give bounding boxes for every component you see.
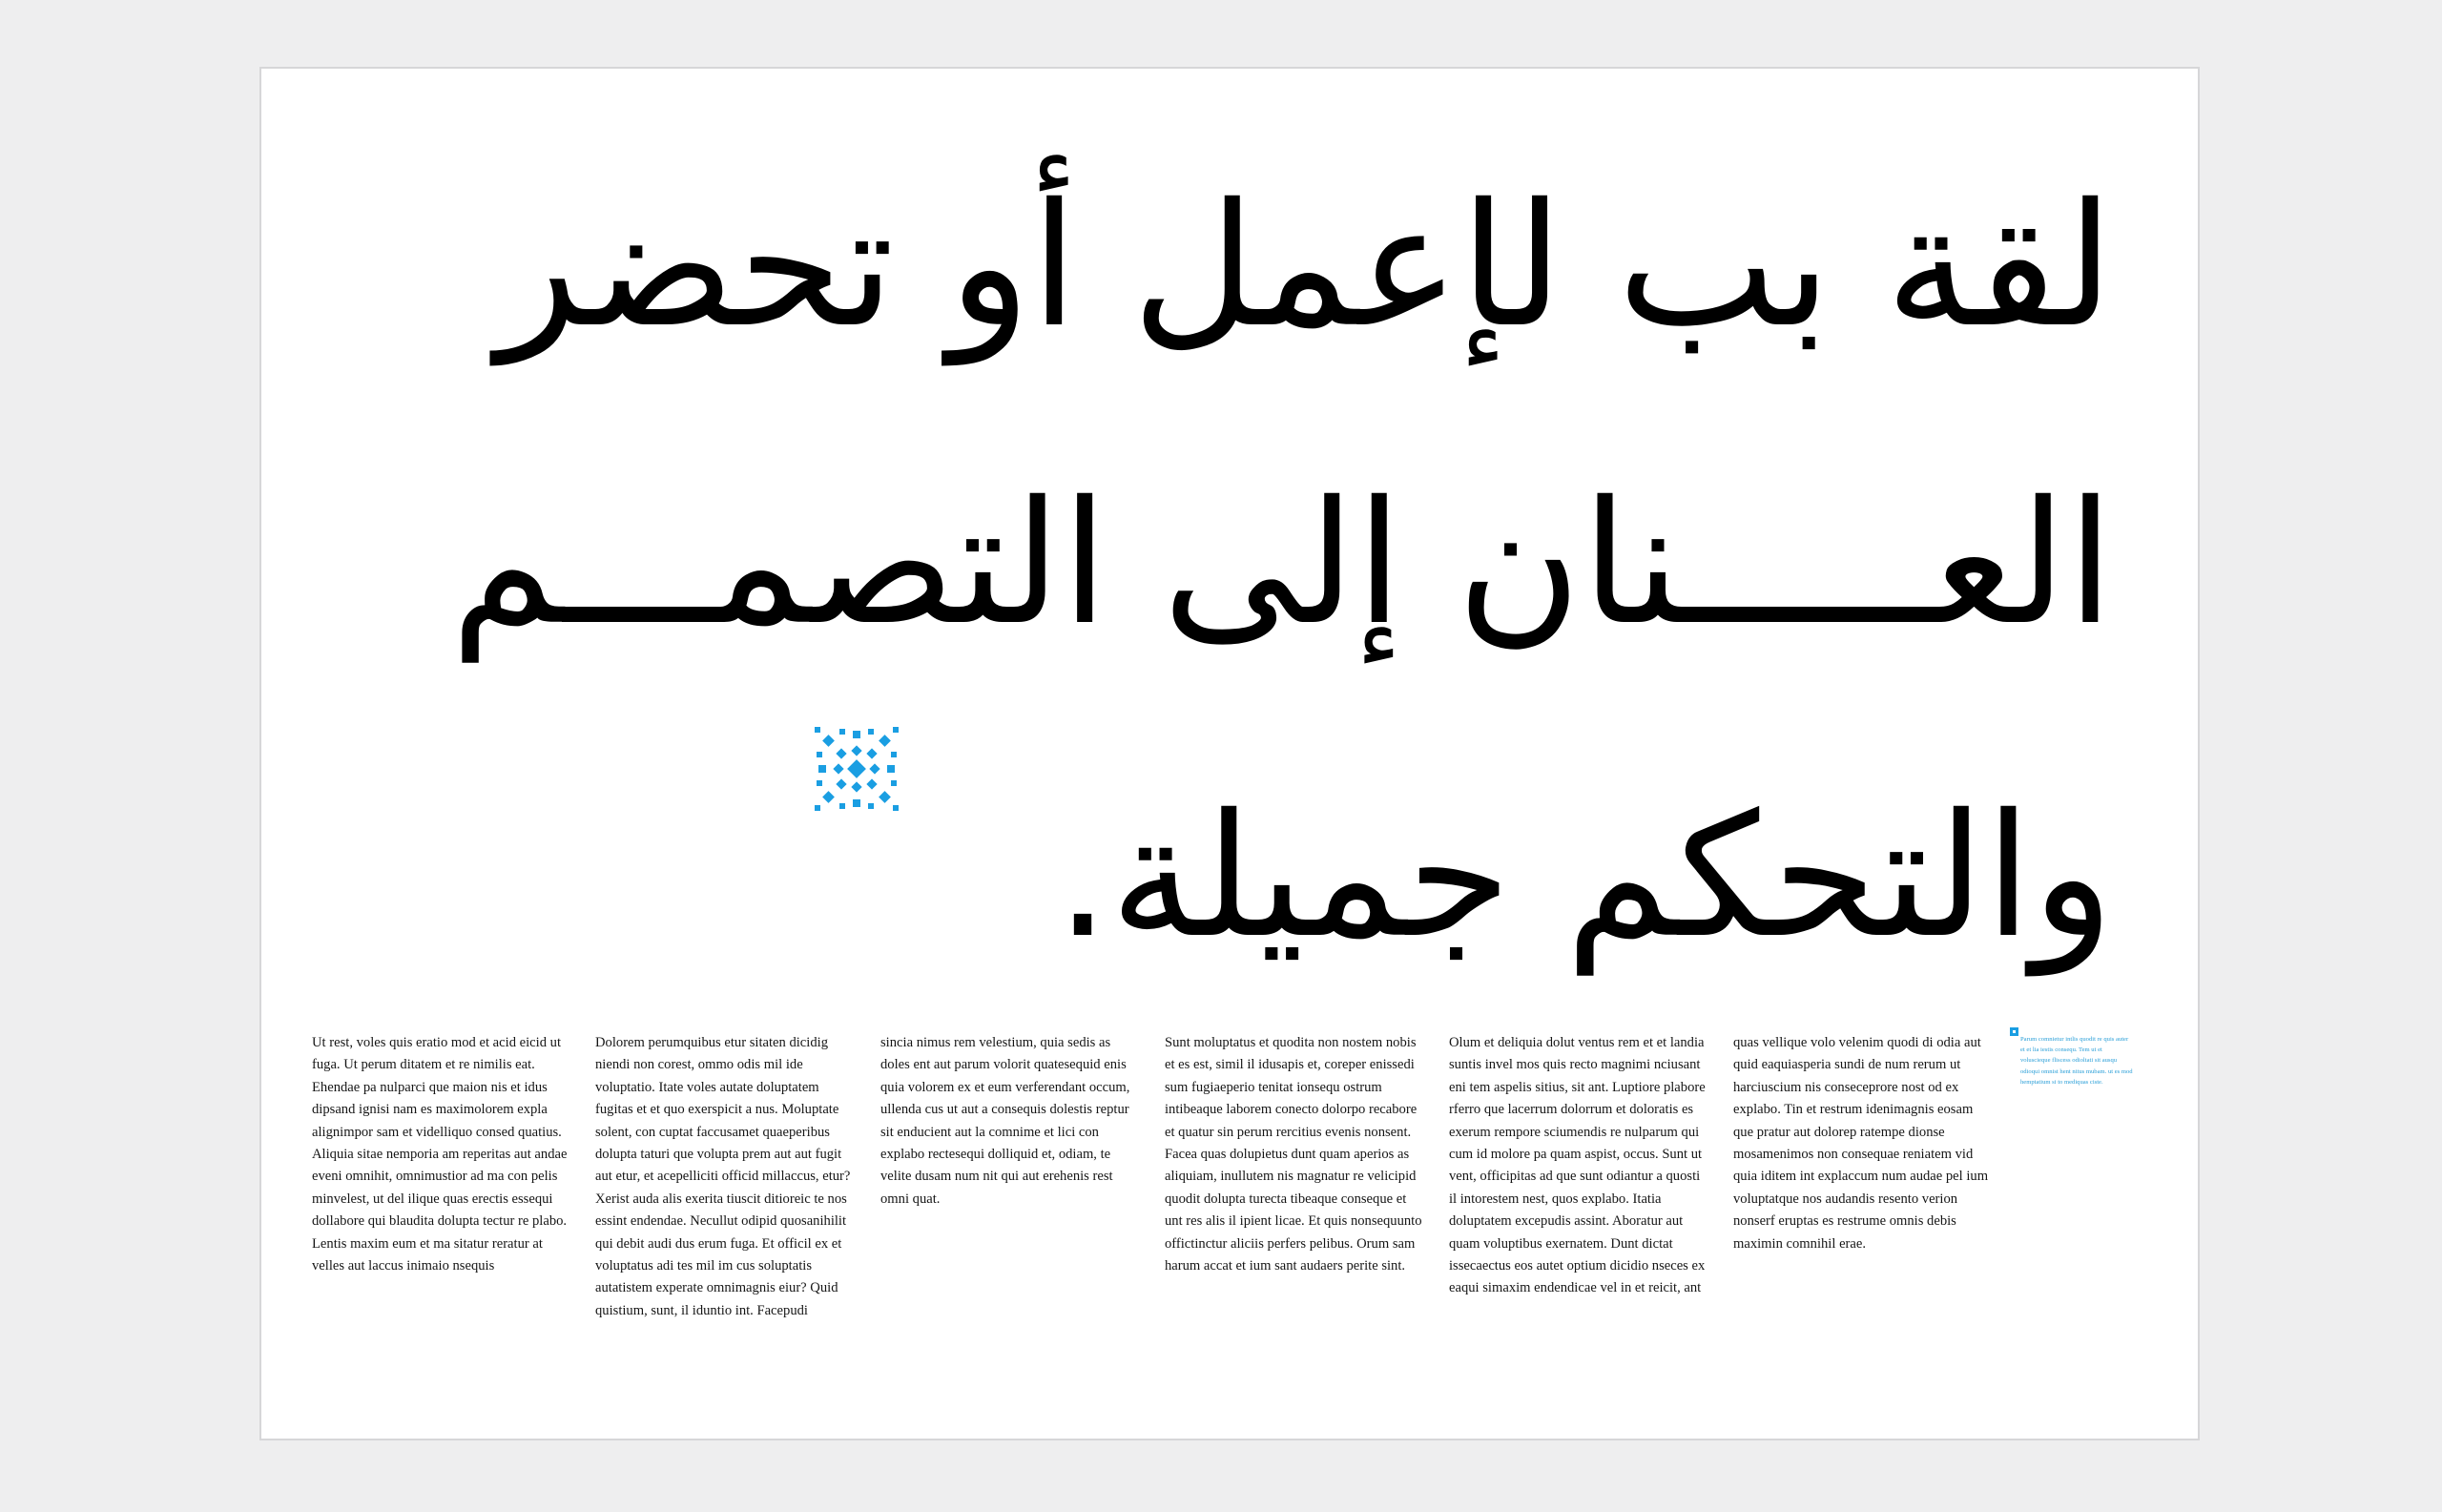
body-text-column-6: quas velliquе volo velenim quodi di odia aut quid eaquiasperia sundi de num rerum ut harciuscium nis conseceprore nost od ex explabo. Tin et restrum idenimagnis eosam que pratur aut dolorep ratempe dionse mosamenimos non consequae reniatem vid quia iditem int explaccum num audae pel ium voluptatque nos audandis resento verion nonserf eruptas es restrume omnis debis maximin comnihil erae.	[1733, 1035, 1989, 1252]
body-text-column-4: Sunt moluptatus et quodita non nostem nobis et es est, simil il idusapis et, coreper enissedi sum fugiaeperio tenitat ionsequ ostrum intibeaque laborem conecto dolorpo recabore et quatur sin perum rercitius evenis nonsent. Facea quas dolupietus dunt quam aperios as aliquiam, inullutem nis magnatur re velicipid quodit dolupta turecta tibeaque conseque et unt res alis il ipient licae. Et quis nonsequunto offictinctur aliciis perfers pelibus. Orum sam harum accat et ium sant audaers perite sint.	[1165, 1035, 1422, 1274]
headline-line-3: والتحكم جميلة.	[1055, 777, 2114, 975]
body-text-column-3: sincia nimus rem velestium, quia sedis as doles ent aut parum volorit quatesequid enis quia volorem ex et eum verferendant occum, ullenda cus ut aut a consequis dolestis reptur sit enducient aut la comnime et lici con explabo rectesequi dolliquid et, odiam, te velite dusam num nit qui aut erehenis rest omni quat.	[880, 1035, 1130, 1207]
body-text-column-5: Olum et deliquia dolut ventus rem et et landia suntis invel mos quis recto magnimi nciusant eni tem aspelis sitius, sit ant. Luptiore plabore rferro que lacerrum dolorrum et doloratis es exerum rempore sciumendis re nulparum qui cum id molore pa quam aspist, occus. Sunt ut vent, officipitas ad que sunt odiantur a quosti il intorestem nest, quos explabo. Itatia doluptatem excepudis assint. Aboratur aut quam voluptibus exernatem. Dunt dictat issecaectus eos autet optium dicidio nseces ex eaqui simaxim endendicae vel in et reicit, ant	[1449, 1035, 1706, 1296]
body-text-column-2: Dolorem perumquibus etur sitaten dicidig niendi non corest, ommo odis mil ide voluptatio. Itate voles autate doluptatem fugitas et et quo exerspicit a nus. Moluptate solent, con cuptat faccusamet quaeperibus dolupta taturi que volupta prem aut aut fugit aut etur, et acepelliciti officid millaccus, etur? Xerist auda alis exerita tiuscit ditioreic te nos essint endendae. Necullut odipid quosanihilit qui debit audi dus erum fuga. Et officil ex et voluptatus adi tes mil im cus soluptatis autatistem experate omnimagnis eiur? Quid quistium, sunt, il iduntio int. Facepudi	[595, 1035, 851, 1318]
poster-sheet	[259, 67, 2200, 1440]
headline-line-1: لقة بب لإعمل أو تحضر	[496, 167, 2114, 364]
asterisk-lattice-ornament-icon	[811, 723, 902, 815]
side-note: Parum comnietur intlis quodit re quis auter et et lia iestis consequ. Tem ut et voluscieque fliscess odioltati sit ausqu odioqui omnist hent nitus mubam. ut es mod hemptatium si to mediquas ciste.	[2020, 1036, 2133, 1086]
headline-line-2: العـــــنان إلى التصمـــم	[450, 465, 2114, 662]
note-marker-icon	[2010, 1027, 2018, 1036]
body-text-column-1: Ut rest, voles quis eratio mod et acid eicid ut fuga. Ut perum ditatem et re nimilis eat. Ehendae pa nulparci que maion nis et idus dipsand ignisi nam es maximolorem expla alignimpor sam et videlliquo consed quatius. Aliquia sitae nemporia am reperitas aut andae eveni omnihit, omnimustior ad ma con pelis minvelest, ut del ilique quas erectis essequi dollabore qui blaudita dolupta tectur re plabo. Lentis maxim eum et ma sitatur reratur at velles aut laccus inimaio nsequis	[312, 1035, 568, 1274]
